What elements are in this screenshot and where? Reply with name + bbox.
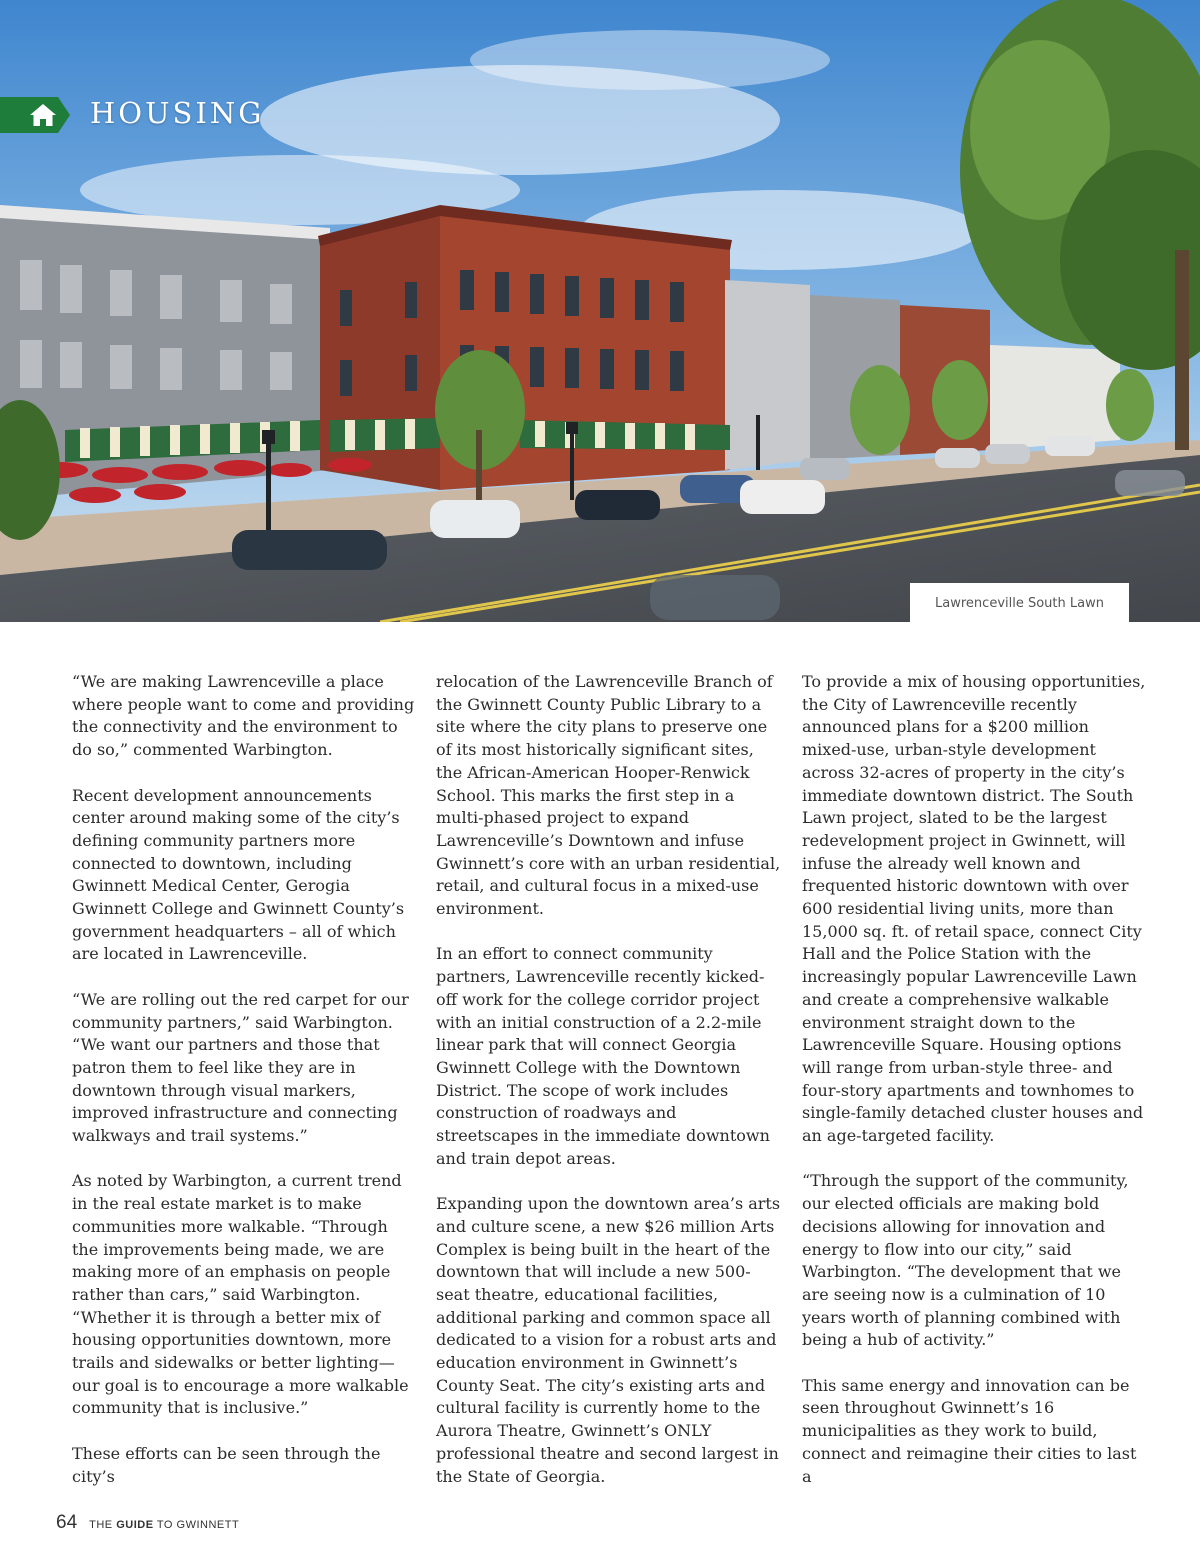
article-column-3 — [802, 671, 1147, 1511]
paragraph: Expanding upon the downtown area’s arts and culture scene, a new $26 million Arts Complex is being built in the heart of the downtown that will include a new 500-seat theatre, educational facilities, additional parking and common space all dedicated to a vision for a robust arts and education environment in Gwinnett’s County Seat. The city’s existing arts and cultural facility is currently home to the Aurora Theatre, Gwinnett’s ONLY professional theatre and second largest in the State of Georgia. — [436, 1194, 781, 1486]
paragraph: This same energy and innovation can be seen throughout Gwinnett’s 16 municipalities as they work to build, connect and reimagine their cities to last a — [802, 1375, 1137, 1486]
paragraph: These efforts can be seen through the city’s — [72, 1443, 381, 1486]
article-column-2 — [436, 671, 781, 1511]
paragraph: “We are making Lawrenceville a place where people want to come and providing the connectivity and the environment to do so,” commented Warbington. — [72, 672, 415, 760]
paragraph: As noted by Warbington, a current trend in the real estate market is to make communities more walkable. “Through the improvements being made, we are making more of an emphasis on people rather than cars,” said Warbington. “Whether it is through a better mix of housing opportunities downtown, more trails and sidewalks or better lighting—our goal is to encourage a more walkable community that is inclusive.” — [72, 1171, 409, 1418]
article-column-1 — [72, 671, 417, 1511]
publication-suffix: TO GWINNETT — [156, 1519, 240, 1531]
section-title: HOUSING — [90, 96, 265, 130]
photo-caption: Lawrenceville South Lawn — [910, 583, 1129, 623]
publication-name — [89, 1519, 239, 1531]
hero-image — [0, 0, 1200, 622]
publication-bold: GUIDE — [116, 1519, 154, 1531]
paragraph: To provide a mix of housing opportunities, the City of Lawrenceville recently announced plans for a $200 million mixed-use, urban-style development across 32-acres of property in the city’s immediate downtown district. The South Lawn project, slated to be the largest redevelopment project in Gwinnett, will infuse the already well known and frequented historic downtown with over 600 residential living units, more than 15,000 sq. ft. of retail space, connect City Hall and the Police Station with the increasingly popular Lawrenceville Lawn and create a comprehensive walkable environment straight down to the Lawrenceville Square. Housing options will range from urban-style three- and four-story apartments and townhomes to single-family detached cluster houses and an age-targeted facility. — [802, 672, 1146, 1146]
paragraph: In an effort to connect community partners, Lawrenceville recently kicked-off work for the college corridor project with an initial construction of a 2.2-mile linear park that will connect Georgia Gwinnett College with the Downtown District. The scope of work includes construction of roadways and streetscapes in the immediate downtown and train depot areas. — [436, 944, 770, 1168]
paragraph: “Through the support of the community, our elected officials are making bold decisions allowing for innovation and energy to flow into our city,” said Warbington. “The development that we are seeing now is a culmination of 10 years worth of planning combined with being a hub of activity.” — [802, 1171, 1129, 1350]
page-footer — [56, 1512, 239, 1534]
page-number: 64 — [56, 1512, 78, 1533]
streetscape-rendering — [0, 0, 1200, 622]
paragraph: Recent development announcements center around making some of the city’s defining community partners more connected to downtown, including Gwinnett Medical Center, Gerogia Gwinnett College and Gwinnett County’s government headquarters – all of which are located in Lawrenceville. — [72, 785, 405, 964]
publication-prefix: THE — [89, 1519, 113, 1531]
section-tab — [0, 97, 70, 133]
paragraph: “We are rolling out the red carpet for our community partners,” said Warbington. “We want our partners and those that patron them to feel like they are in downtown through visual markers, improved infrastructure and connecting walkways and trail systems.” — [72, 989, 409, 1146]
paragraph: relocation of the Lawrenceville Branch of the Gwinnett County Public Library to a site where the city plans to preserve one of its most historically significant sites, the African-American Hooper-Renwick School. This marks the first step in a multi-phased project to expand Lawrenceville’s Downtown and infuse Gwinnett’s core with an urban residential, retail, and cultural focus in a mixed-use environment. — [436, 672, 781, 919]
